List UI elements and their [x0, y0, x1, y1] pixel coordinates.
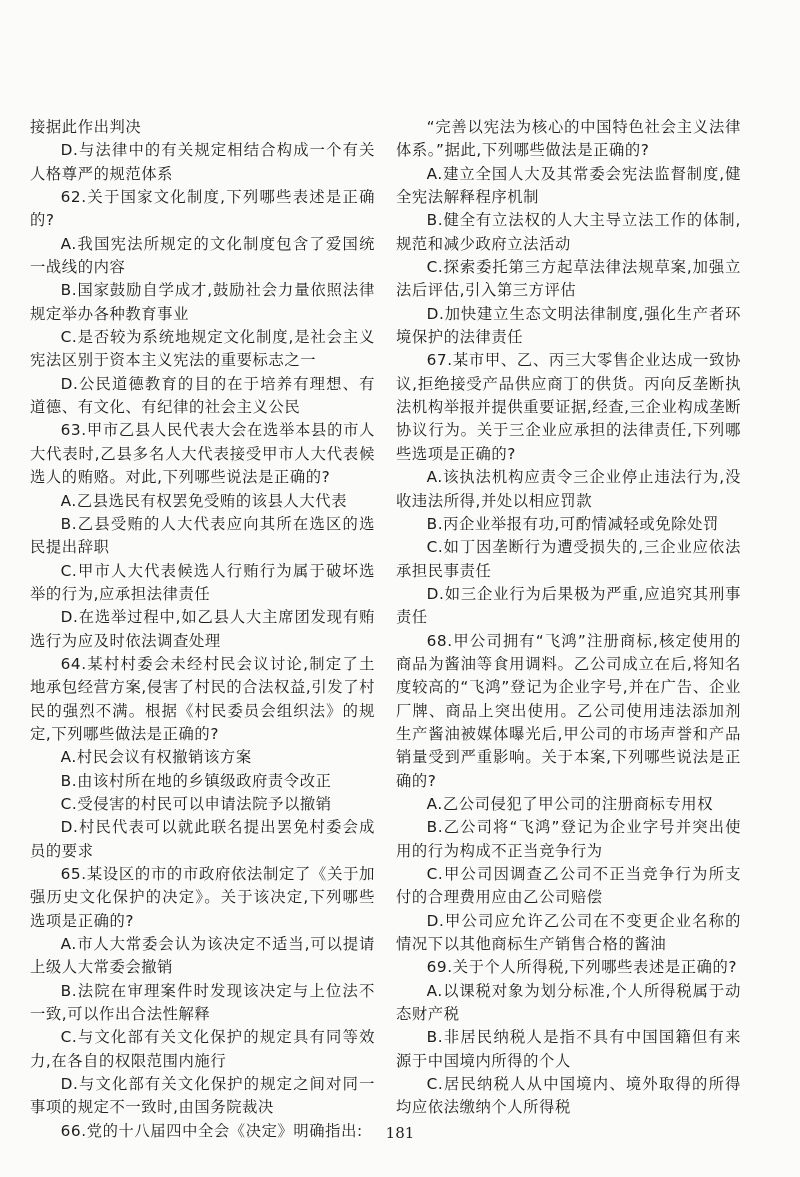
paragraph: C.与文化部有关文化保护的规定具有同等效力,在各自的权限范围内施行	[30, 1028, 375, 1070]
paragraph: A.乙公司侵犯了甲公司的注册商标专用权	[426, 794, 714, 813]
paragraph: A.村民会议有权撤销该方案	[60, 748, 252, 767]
paragraph: B.国家鼓励自学成才,鼓励社会力量依照法律规定举办各种教育事业	[30, 281, 375, 323]
paragraph: 69.关于个人所得税,下列哪些表述是正确的?	[426, 958, 738, 977]
paragraph: A.市人大常委会认为该决定不适当,可以提请上级人大常委会撤销	[30, 935, 375, 977]
paragraph: “完善以宪法为核心的中国特色社会主义法律体系。”据此,下列哪些做法是正确的?	[396, 118, 741, 160]
paragraph: B.乙公司将“飞鸿”登记为企业字号并突出使用的行为构成不正当竞争行为	[396, 818, 741, 860]
paragraph: D.如三企业行为后果极为严重,应追究其刑事责任	[396, 584, 741, 627]
paragraph: 63.甲市乙县人民代表大会在选举本县的市人大代表时,乙县多名人大代表接受甲市人大代表候选人的贿赂。对此,下列哪些说法是正确的?	[30, 421, 375, 487]
paragraph: B.乙县受贿的人大代表应向其所在选区的选民提出辞职	[30, 514, 375, 557]
paragraph: 67.某市甲、乙、丙三大零售企业达成一致协议,拒绝接受产品供应商丁的供货。丙向反垄断执法机构举报并提供重要证据,经查,三企业构成垄断协议行为。关于三企业应承担的法律责任,下列哪些选项是正确的?	[396, 351, 741, 463]
paragraph: B.健全有立法权的人大主导立法工作的体制,规范和减少政府立法活动	[396, 211, 741, 253]
paragraph: 接据此作出判决	[30, 118, 142, 136]
paragraph: C.探索委托第三方起草法律法规草案,加强立法后评估,引入第三方评估	[396, 258, 741, 300]
paragraph: B.丙企业举报有功,可酌情减轻或免除处罚	[426, 514, 719, 533]
left-text-column	[30, 116, 375, 1143]
paragraph: 66.党的十八届四中全会《决定》明确指出:	[60, 1121, 363, 1140]
paragraph: C.甲公司因调查乙公司不正当竞争行为所支付的合理费用应由乙公司赔偿	[396, 865, 741, 907]
paragraph: B.由该村所在地的乡镇级政府责令改正	[60, 771, 332, 790]
paragraph: A.以课税对象为划分标准,个人所得税属于动态财产税	[396, 981, 741, 1024]
paragraph: D.村民代表可以就此联名提出罢免村委会成员的要求	[30, 818, 375, 860]
paragraph: A.乙县选民有权罢免受贿的该县人大代表	[60, 491, 348, 510]
paragraph: D.公民道德教育的目的在于培养有理想、有道德、有文化、有纪律的社会主义公民	[30, 374, 375, 417]
paragraph: B.非居民纳税人是指不具有中国国籍但有来源于中国境内所得的个人	[396, 1028, 741, 1070]
page-number: 181	[385, 1124, 415, 1142]
right-text-column	[396, 116, 741, 1120]
paragraph: D.加快建立生态文明法律制度,强化生产者环境保护的法律责任	[396, 304, 741, 347]
paragraph: B.法院在审理案件时发现该决定与上位法不一致,可以作出合法性解释	[30, 981, 375, 1024]
paragraph: D.与法律中的有关规定相结合构成一个有关人格尊严的规范体系	[30, 141, 375, 183]
paragraph: 62.关于国家文化制度,下列哪些表述是正确的?	[30, 188, 375, 230]
paragraph: 64.某村村委会未经村民会议讨论,制定了土地承包经营方案,侵害了村民的合法权益,引发了村民的强烈不满。根据《村民委员会组织法》的规定,下列哪些做法是正确的?	[30, 654, 375, 743]
paragraph: D.与文化部有关文化保护的规定之间对同一事项的规定不一致时,由国务院裁决	[30, 1075, 375, 1117]
paragraph: A.我国宪法所规定的文化制度包含了爱国统一战线的内容	[30, 234, 375, 277]
paragraph: C.甲市人大代表候选人行贿行为属于破坏选举的行为,应承担法律责任	[30, 561, 375, 603]
paragraph: 65.某设区的市的市政府依法制定了《关于加强历史文化保护的决定》。关于该决定,下列哪些选项是正确的?	[30, 865, 375, 930]
paragraph: C.如丁因垄断行为遭受损失的,三企业应依法承担民事责任	[396, 538, 741, 580]
paragraph: A.该执法机构应责令三企业停止违法行为,没收违法所得,并处以相应罚款	[396, 468, 741, 510]
paragraph: A.建立全国人大及其常委会宪法监督制度,健全宪法解释程序机制	[396, 164, 741, 207]
paragraph: D.在选举过程中,如乙县人大主席团发现有贿选行为应及时依法调查处理	[30, 608, 375, 650]
paragraph: C.居民纳税人从中国境内、境外取得的所得均应依法缴纳个人所得税	[396, 1075, 741, 1117]
paragraph: 68.甲公司拥有“飞鸿”注册商标,核定使用的商品为酱油等食用调料。乙公司成立在后,将知名度较高的“飞鸿”登记为企业字号,并在广告、企业厂牌、商品上突出使用。乙公司使用违法添加剂生产酱油被媒体曝光后,甲公司的市场声誉和产品销量受到严重影响。关于本案,下列哪些说法是正确的?	[396, 631, 741, 790]
paragraph: C.是否较为系统地规定文化制度,是社会主义宪法区别于资本主义宪法的重要标志之一	[30, 328, 375, 370]
paragraph: C.受侵害的村民可以申请法院予以撤销	[60, 794, 332, 813]
paragraph: D.甲公司应允许乙公司在不变更企业名称的情况下以其他商标生产销售合格的酱油	[396, 911, 741, 954]
